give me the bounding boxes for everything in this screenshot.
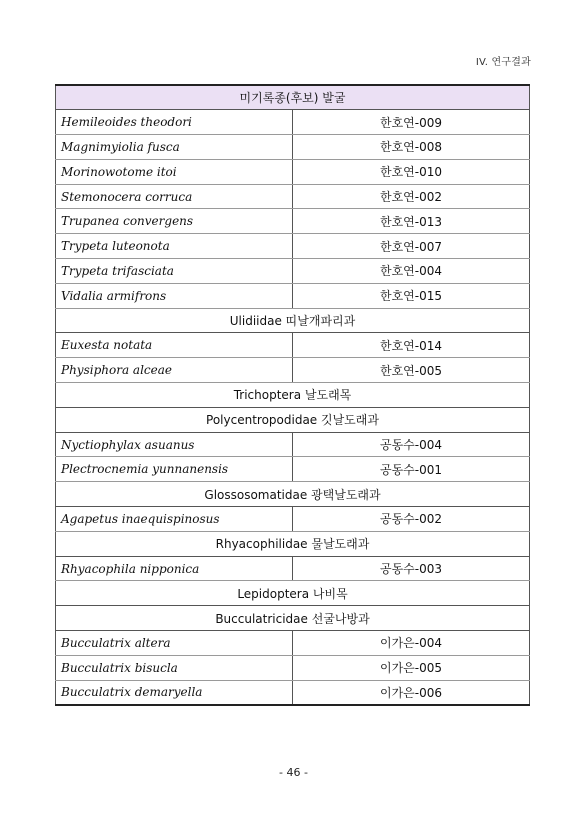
species-name: Stemonocera corruca xyxy=(56,184,293,209)
species-name: Bucculatrix bisucla xyxy=(56,655,293,680)
table-row xyxy=(56,159,530,184)
taxon-group-row xyxy=(56,407,530,432)
taxon-group-row xyxy=(56,383,530,408)
page-number: - 46 - xyxy=(279,766,308,779)
specimen-code: 공동수-002 xyxy=(293,507,530,532)
specimen-code: 공동수-004 xyxy=(293,432,530,457)
table-row xyxy=(56,234,530,259)
specimen-code: 한호연-005 xyxy=(293,358,530,383)
taxon-group-label: Polycentropodidae 깃날도래과 xyxy=(56,407,530,432)
specimen-code: 이가은-004 xyxy=(293,631,530,656)
species-name: Bucculatrix altera xyxy=(56,631,293,656)
table-title: 미기록종(후보) 발굴 xyxy=(56,85,530,110)
table-title-row xyxy=(56,85,530,110)
table-row xyxy=(56,184,530,209)
species-name: Magnimyiolia fusca xyxy=(56,135,293,160)
specimen-code: 한호연-014 xyxy=(293,333,530,358)
table-row xyxy=(56,655,530,680)
specimen-code: 한호연-015 xyxy=(293,283,530,308)
specimen-code: 이가은-005 xyxy=(293,655,530,680)
running-header: IV. 연구결과 xyxy=(475,57,531,68)
taxon-group-label: Rhyacophilidae 물날도래과 xyxy=(56,531,530,556)
taxon-group-label: Bucculatricidae 선굴나방과 xyxy=(56,606,530,631)
species-table xyxy=(55,84,530,706)
taxon-group-row xyxy=(56,606,530,631)
table-row xyxy=(56,333,530,358)
specimen-code: 한호연-009 xyxy=(293,110,530,135)
taxon-group-row xyxy=(56,581,530,606)
table-row xyxy=(56,507,530,532)
species-name: Trypeta trifasciata xyxy=(56,259,293,284)
species-name: Agapetus inaequispinosus xyxy=(56,507,293,532)
specimen-code: 한호연-007 xyxy=(293,234,530,259)
taxon-group-label: Lepidoptera 나비목 xyxy=(56,581,530,606)
table-row xyxy=(56,680,530,705)
table-row xyxy=(56,209,530,234)
specimen-code: 한호연-013 xyxy=(293,209,530,234)
table-row xyxy=(56,358,530,383)
table-row xyxy=(56,135,530,160)
taxon-group-label: Trichoptera 날도래목 xyxy=(56,383,530,408)
species-name: Nyctiophylax asuanus xyxy=(56,432,293,457)
species-name: Vidalia armifrons xyxy=(56,283,293,308)
table-row xyxy=(56,283,530,308)
taxon-group-row xyxy=(56,531,530,556)
specimen-code: 이가은-006 xyxy=(293,680,530,705)
specimen-code: 한호연-008 xyxy=(293,135,530,160)
species-name: Trupanea convergens xyxy=(56,209,293,234)
species-name: Euxesta notata xyxy=(56,333,293,358)
table-row xyxy=(56,259,530,284)
species-name: Hemileoides theodori xyxy=(56,110,293,135)
species-name: Physiphora alceae xyxy=(56,358,293,383)
species-name: Morinowotome itoi xyxy=(56,159,293,184)
species-name: Rhyacophila nipponica xyxy=(56,556,293,581)
specimen-code: 공동수-003 xyxy=(293,556,530,581)
taxon-group-label: Glossosomatidae 광택날도래과 xyxy=(56,482,530,507)
taxon-group-label: Ulidiidae 띠날개파리과 xyxy=(56,308,530,333)
specimen-code: 한호연-004 xyxy=(293,259,530,284)
specimen-code: 한호연-002 xyxy=(293,184,530,209)
table-row xyxy=(56,110,530,135)
species-name: Trypeta luteonota xyxy=(56,234,293,259)
specimen-code: 한호연-010 xyxy=(293,159,530,184)
taxon-group-row xyxy=(56,308,530,333)
table-row xyxy=(56,556,530,581)
table-row xyxy=(56,432,530,457)
table-row xyxy=(56,631,530,656)
taxon-group-row xyxy=(56,482,530,507)
table-row xyxy=(56,457,530,482)
species-name: Plectrocnemia yunnanensis xyxy=(56,457,293,482)
species-name: Bucculatrix demaryella xyxy=(56,680,293,705)
specimen-code: 공동수-001 xyxy=(293,457,530,482)
